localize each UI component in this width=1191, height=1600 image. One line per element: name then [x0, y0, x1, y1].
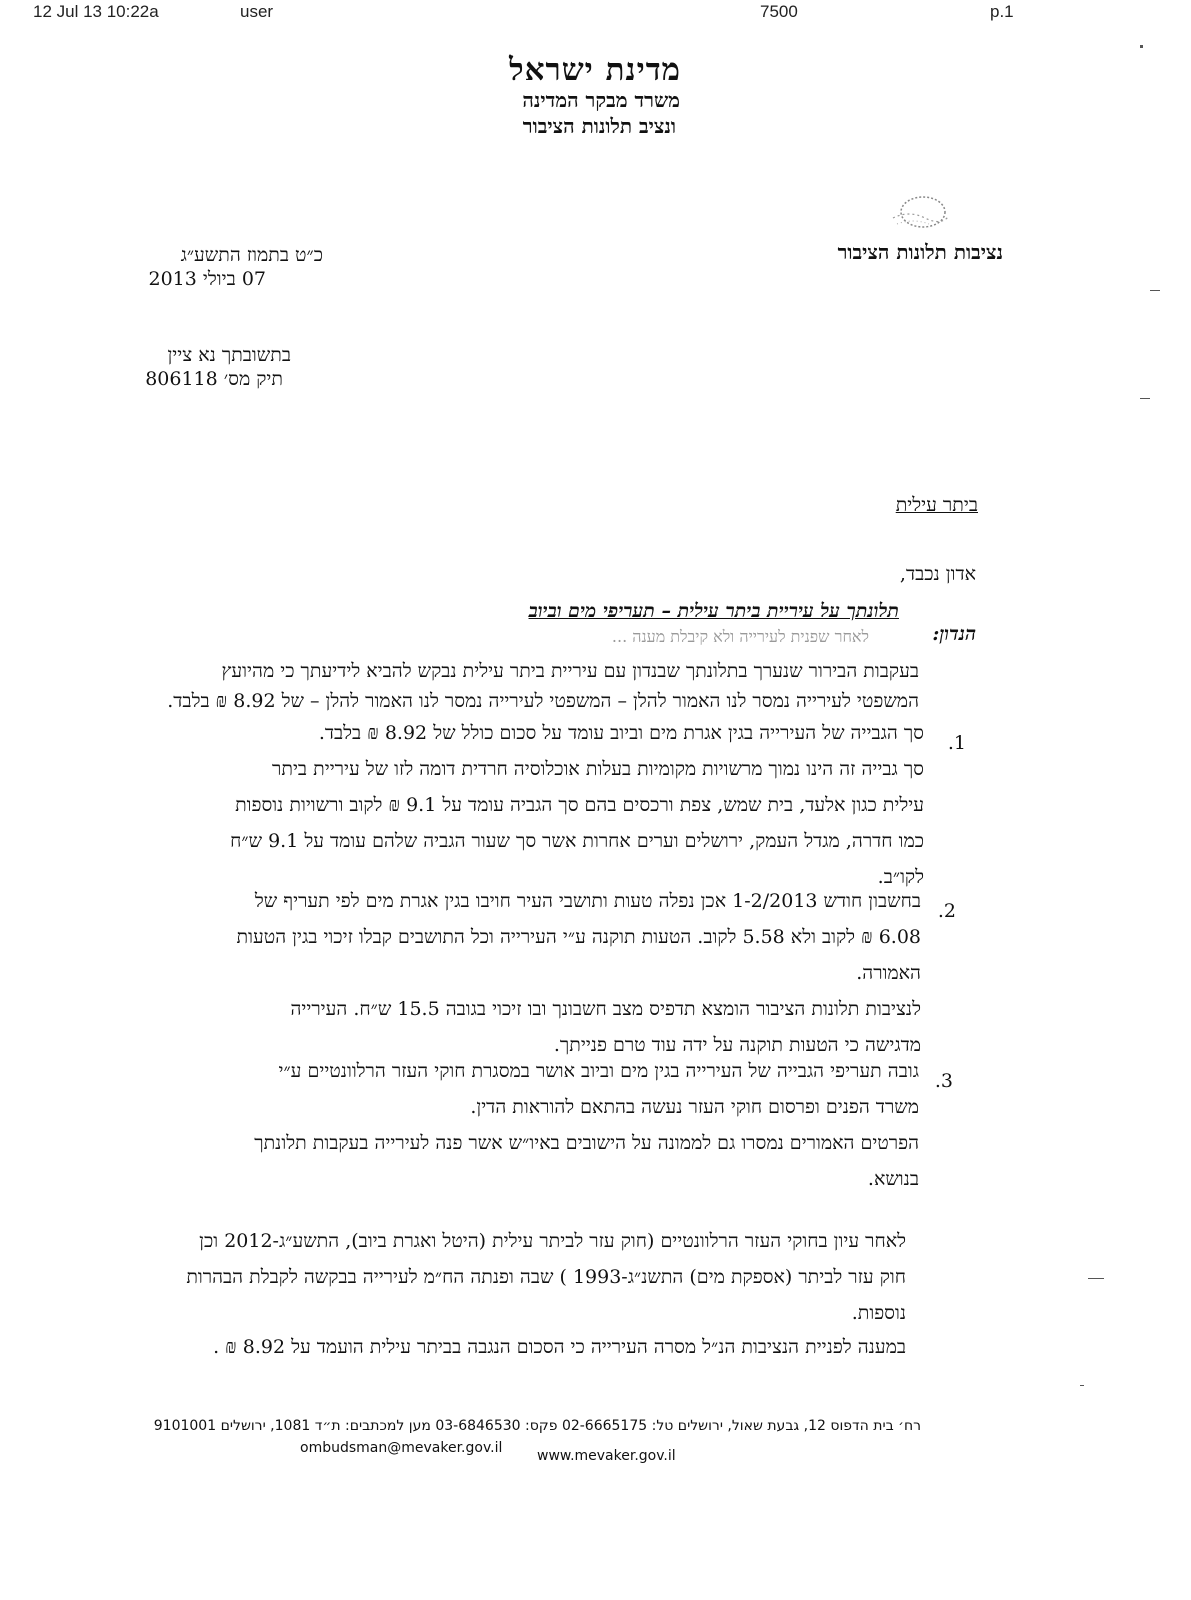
item-line: כמו חדרה, מגדל העמק, ירושלים וערים אחרות אשר סך שעור הגביה שלהם עומד על 9.1 ש״ח [230, 830, 924, 852]
closing-line: נוספות. [851, 1302, 906, 1324]
subject-text: תלונתך על עיריית ביתר עילית – תעריפי מים וביוב [528, 600, 899, 622]
fax-user: user [240, 2, 274, 21]
item-line: לנציבות תלונות הציבור הומצא תדפיס מצב חשבונך ובו זיכוי בגובה 15.5 ש״ח. העירייה [290, 998, 921, 1020]
letterhead-ministry: משרד מבקר המדינה [522, 88, 680, 112]
emblem-icon [889, 192, 951, 236]
item-line: הפרטים האמורים נמסרו גם לממונה על הישובים באיו״ש אשר פנה לעירייה בעקבות תלונתך [254, 1132, 919, 1154]
reply-reference: בתשובתך נא ציין [167, 344, 291, 366]
margin-mark [1140, 45, 1143, 48]
footer-website: www.mevaker.gov.il [537, 1448, 676, 1464]
letterhead-ombudsman: ונציב תלונות הציבור [522, 114, 676, 138]
intro-line: המשפטי לעירייה נמסר לנו האמור להלן – המשפטי לעירייה נמסר לנו האמור להלן – של 8.92 ₪ בלבד. [167, 690, 919, 712]
file-number: תיק מס׳ 806118 [145, 368, 283, 390]
date-hebrew: כ״ט בתמוז התשע״ג [180, 244, 323, 266]
item-line: לקו״ב. [877, 866, 924, 888]
margin-mark [1150, 290, 1160, 291]
closing-line: לאחר עיון בחוקי העזר הרלוונטיים (חוק עזר לביתר עילית (היטל ואגרת ביוב), התשע״ג-2012 וכן [199, 1230, 906, 1252]
fax-page: p.1 [990, 2, 1014, 21]
margin-mark [1140, 398, 1150, 399]
greeting: אדון נכבד, [899, 563, 976, 585]
subject-faded-text: לאחר שפנית לעירייה ולא קיבלת מענה ... [611, 627, 869, 646]
margin-mark [1088, 1278, 1104, 1279]
letterhead-state: מדינת ישראל [509, 52, 681, 88]
item-number: .2 [937, 900, 956, 922]
item-number: .1 [947, 732, 966, 754]
closing-line: במענה לפניית הנציבות הנ״ל מסרה העירייה כי הסכום הנגבה בביתר עילית הועמד על 8.92 ₪ . [213, 1336, 906, 1358]
item-line: סך הגבייה של העירייה בגין אגרת מים וביוב עומד על סכום כולל של 8.92 ₪ בלבד. [318, 722, 924, 744]
item-line: משרד הפנים ופרסום חוקי העזר נעשה בהתאם להוראות הדין. [470, 1096, 919, 1118]
closing-line: חוק עזר לביתר (אספקת מים) התשנ״ג-1993 ) שבה ופנתה הח״מ לעירייה בבקשה לקבלת הבהרות [186, 1266, 906, 1288]
margin-mark [1080, 1385, 1084, 1386]
subject-label: הנדון: [932, 623, 976, 645]
office-name: נציבות תלונות הציבור [837, 240, 1003, 264]
item-line: האמורה. [856, 962, 921, 984]
item-line: בחשבון חודש 1-2/2013 אכן נפלה טעות ותושבי העיר חויבו בגין אגרת מים לפי תעריף של [254, 890, 921, 912]
fax-datetime: 12 Jul 13 10:22a [33, 2, 159, 21]
item-line: מדגישה כי הטעות תוקנה על ידה עוד טרם פנייתך. [553, 1034, 921, 1056]
recipient: ביתר עילית [895, 494, 978, 516]
item-line: סך גבייה זה הינו נמוך מרשויות מקומיות בעלות אוכלוסיה חרדית דומה לזו של עיריית ביתר [272, 758, 924, 780]
footer-email: ombudsman@mevaker.gov.il [300, 1440, 503, 1456]
item-line: עילית כגון אלעד, בית שמש, צפת ורכסים בהם סך הגביה עומד על 9.1 ₪ לקוב ורשויות נוספות [235, 794, 924, 816]
fax-number: 7500 [760, 2, 798, 21]
footer-address: רח׳ בית הדפוס 12, גבעת שאול, ירושלים טל: 02-6665175 פקס: 03-6846530 מען למכתבים: ת״ד 1081, ירושלים 9101001 [153, 1418, 921, 1434]
intro-line: בעקבות הבירור שנערך בתלונתך שבנדון עם עיריית ביתר עילית נבקש להביא לידיעתך כי מהיועץ [221, 660, 919, 682]
item-line: בנושא. [867, 1168, 919, 1190]
item-line: 6.08 ₪ לקוב ולא 5.58 לקוב. הטעות תוקנה ע״י העירייה וכל התושבים קבלו זיכוי בגין הטעות [236, 926, 921, 948]
item-line: גובה תעריפי הגבייה של העירייה בגין מים וביוב אושר במסגרת חוקי העזר הרלוונטיים ע״י [278, 1060, 919, 1082]
item-number: .3 [934, 1070, 953, 1092]
date-gregorian: 07 ביולי 2013 [148, 268, 266, 290]
